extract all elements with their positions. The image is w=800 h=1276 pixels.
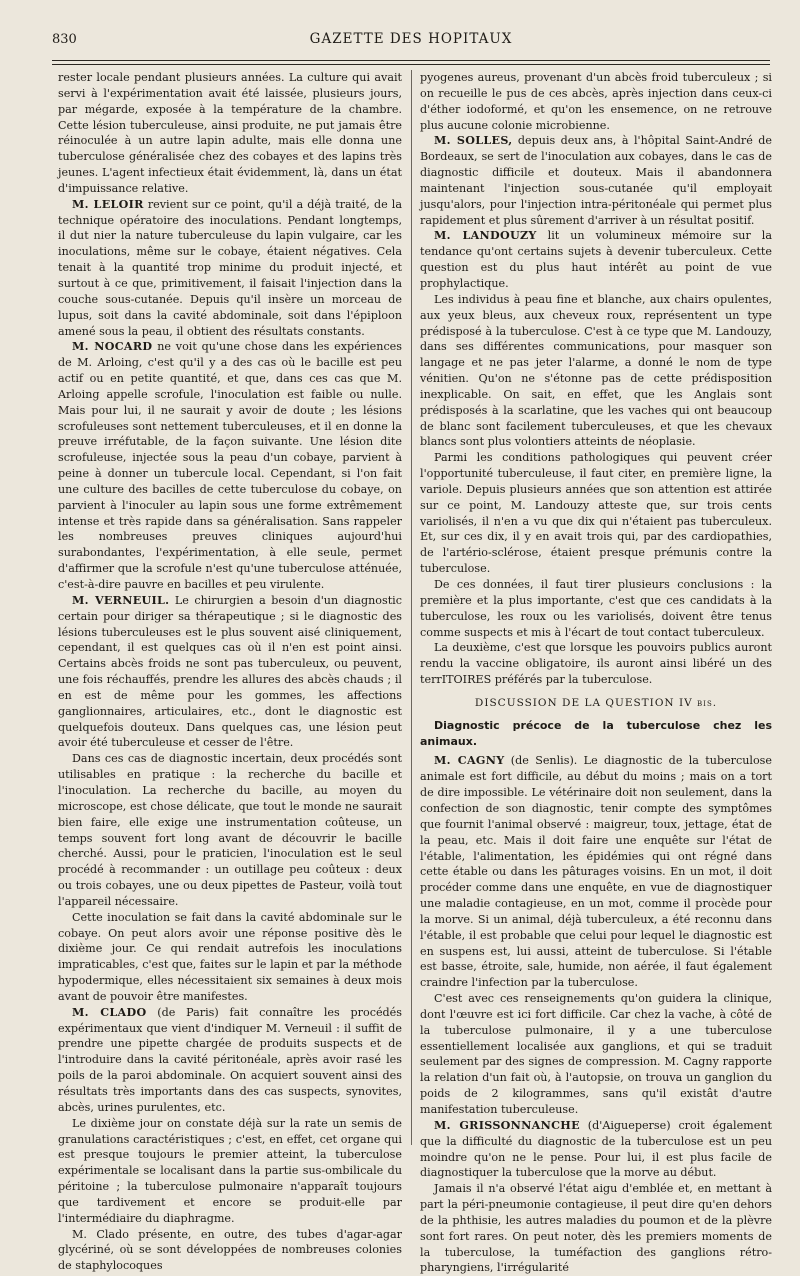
- paragraph: M. Clado présente, en outre, des tubes d'agar-agar glycériné, où se sont développées de nombreuses colonies de staphylocoques: [58, 1227, 402, 1273]
- paragraph: La deuxième, c'est que lorsque les pouvoirs publics auront rendu la vaccine obligatoire, ils auront ainsi libéré un des terrITOIRES préférés par la tuberculose.: [420, 641, 772, 687]
- paragraph: Les individus à peau fine et blanche, aux chairs opulentes, aux yeux bleus, aux cheveux roux, représentent un type prédisposé à la tuberculose. C'est à ce type que M. Landouzy, dans ses différentes communications, pour masquer son langage et ne pas jeter l'alarme, a donné le nom de type vénitien. Qu'on ne s'étonne pas de cette prédisposition inexplicable. On sait, en effet, que les Anglais sont prédisposés à la scarlatine, que les vaches qui ont beaucoup de blanc sont facilement tuberculeuses, et que les chevaux blancs sont plus volontiers atteints de néoplasie.: [420, 292, 772, 449]
- left-column: [58, 70, 402, 1273]
- paragraph: pyogenes aureus, provenant d'un abcès froid tuberculeux ; si on recueille le pus de ces abcès, après injection dans ceux-ci d'éther iodoformé, et qu'on les ensemence, on ne retrouve plus aucune colonie microbienne.: [420, 71, 772, 132]
- paragraph: De ces données, il faut tirer plusieurs conclusions : la première et la plus importante, c'est que ces candidats à la tuberculose, les roux ou les variolisés, doivent être tenus comme suspects et mis à l'écart de tout contact tuberculeux.: [420, 578, 772, 639]
- page-number: 830: [52, 32, 77, 47]
- paragraph: [420, 133, 772, 228]
- column-divider: [411, 70, 412, 1145]
- paragraph: [58, 197, 402, 340]
- speaker-name: M. GRISSONNANCHE: [434, 1118, 580, 1132]
- speaker-name: M. CAGNY: [434, 754, 505, 768]
- speaker-name: M. CLADO: [72, 1005, 147, 1019]
- paragraph-text: Le chirurgien a besoin d'un diagnostic certain pour diriger sa thérapeutique ; si le diagnostic des lésions tuberculeuses est le plus souvent aisé cliniquement, cependant, il est quelques cas où il n'en est point ainsi. Certains abcès froids ne sont pas tuberculeux, ou peuvent, une fois réchauffés, prendre les allures des abcès chauds ; il en est de même pour les gommes, les affections ganglionnaires, articulaires, etc., dont le diagnostic est quelquefois douteux. Dans quelques cas, une lésion peut avoir été tuberculeuse et cesser de l'être.: [58, 593, 402, 750]
- paragraph-text: ne voit qu'une chose dans les expériences de M. Arloing, c'est qu'il y a des cas où le bacille est peu actif ou en petite quantité, et que, dans ces cas que M. Arloing appelle scrofule, l'inoculation est faible ou nulle. Mais pour lui, il ne saurait y avoir de doute ; les lésions scrofuleuses sont nettement tuberculeuses, et il en donne la preuve irréfutable, de la façon suivante. Une lésion dite scrofuleuse, injectée sous la peau d'un cobaye, parvient à peine à donner un tubercule local. Cependant, si l'on fait une culture des bacilles de cette tuberculose du cobaye, on parvient à l'inoculer au lapin sous une forme extrêmement intense et très rapide dans sa généralisation. Sans rappeler les nombreuses preuves cliniques aujourd'hui surabondantes, l'expérimentation, à elle seule, permet d'affirmer que la scrofule n'est qu'une tuberculose atténuée, c'est-à-dire pauvre en bacilles et peu virulente.: [58, 340, 402, 591]
- paragraph: [58, 593, 402, 751]
- paragraph: Dans ces cas de diagnostic incertain, deux procédés sont utilisables en pratique : la recherche du bacille et l'inoculation. La recherche du bacille, au moyen du microscope, est chose délicate, que tout le monde ne saurait bien faire, elle exige une instrumentation coûteuse, un temps souvent fort long avant de découvrir le bacille cherché. Aussi, pour le praticien, l'inoculation est le seul procédé à recommander : un outillage peu coûteux : deux ou trois cobayes, une ou deux pipettes de Pasteur, voilà tout l'appareil nécessaire.: [58, 752, 402, 908]
- paragraph-text: lit un volumineux mémoire sur la tendance qu'ont certains sujets à devenir tuberculeux. Cette question est du plus haut intérêt au point de vue prophylactique.: [420, 229, 772, 290]
- speaker-name: M. LANDOUZY: [434, 229, 537, 243]
- paragraph: rester locale pendant plusieurs années. La culture qui avait servi à l'expérimentation avait été laissée, plusieurs jours, par mégarde, exposée à la température de la chambre. Cette lésion tuberculeuse, ainsi produite, ne put jamais être réinoculée à un autre lapin adulte, mais elle donna une tuberculose généralisée chez des cobayes et des lapins très jeunes. L'agent infectieux était évidemment, là, dans un état d'impuissance relative.: [58, 71, 402, 195]
- right-column: [420, 70, 772, 1275]
- paragraph-text: (d'Aigueperse) croit également que la difficulté du diagnostic de la tuberculose est un peu moindre qu'on ne le pense. Pour lui, il est plus facile de diagnostiquer la tuberculose que la morve au début.: [420, 1118, 772, 1180]
- header-rule: [52, 60, 770, 61]
- paragraph: Le dixième jour on constate déjà sur la rate un semis de granulations caractéristiques ; c'est, en effet, cet organe qui est presque toujours le premier atteint, la tuberculose expérimentale se localisant dans la partie sus-ombilicale du péritoine ; la tuberculose pulmonaire n'apparaît toujours que tardivement et encore se produit-elle par l'intermédiaire du diaphragme.: [58, 1116, 402, 1225]
- paragraph: [420, 228, 772, 291]
- page-header: [52, 30, 770, 52]
- paragraph: [420, 1118, 772, 1181]
- speaker-name: M. NOCARD: [72, 340, 153, 354]
- running-title: GAZETTE DES HOPITAUX: [309, 31, 513, 47]
- header-rule-thin: [52, 64, 770, 65]
- paragraph-text: depuis deux ans, à l'hôpital Saint-André de Bordeaux, se sert de l'inoculation aux cobayes, dans le cas de diagnostic difficile et douteux. Mais il abandonnera maintenant l'injection sous-cutanée qu'il employait jusqu'alors, pour l'injection intra-péritonéale qui permet plus rapidement et plus sûrement d'arriver à un résultat positif.: [420, 134, 772, 227]
- paragraph: [420, 753, 772, 991]
- speaker-name: M. SOLLES,: [434, 134, 513, 148]
- paragraph: Cette inoculation se fait dans la cavité abdominale sur le cobaye. On peut alors avoir une réponse positive dès le dixième jour. Ce qui rendait autrefois les inoculations impraticables, c'est que, faites sur le lapin et par la méthode hypodermique, elles nécessitaient six semaines à deux mois avant de pouvoir être manifestes.: [58, 910, 402, 1003]
- speaker-name: M. LELOIR: [72, 197, 144, 211]
- paragraph: Jamais il n'a observé l'état aigu d'emblée et, en mettant à part la péri-pneumonie contagieuse, il peut dire qu'en dehors de la phthisie, les autres maladies du poumon et de la plèvre sont fort rares. On peut noter, dès les premiers moments de la tuberculose, la tuméfaction des ganglions rétro-pharyngiens, l'irrégularité: [420, 1182, 772, 1275]
- section-heading: DISCUSSION DE LA QUESTION IV bis.: [474, 696, 718, 709]
- subsection-heading: Diagnostic précoce de la tuberculose chez les animaux.: [420, 718, 772, 748]
- paragraph: [58, 1005, 402, 1116]
- speaker-name: M. VERNEUIL.: [72, 593, 170, 607]
- paragraph-text: (de Senlis). Le diagnostic de la tuberculose animale est fort difficile, au début du moins ; mais on a tort de dire impossible. Le vétérinaire doit non seulement, dans la confection de son diagnostic, tenir compte des symptômes que fournit l'animal observé : maigreur, toux, jettage, état de la peau, etc. Mais il doit faire une enquête sur l'état de l'étable, l'alimentation, les épidémies qui ont régné dans cette étable ou dans les pâturages voisins. En un mot, il doit procéder comme dans une enquête, en vue de diagnostiquer une maladie contagieuse, en un mot, comme il procède pour la morve. Si un animal, déjà tuberculeux, a été reconnu dans l'étable, il est probable que celui pour lequel le diagnostic est en suspens est, lui aussi, atteint de tuberculose. Si l'étable est basse, étroite, sale, humide, non aérée, il faut également craindre l'infection par la tuberculose.: [420, 754, 772, 990]
- paragraph: Parmi les conditions pathologiques qui peuvent créer l'opportunité tuberculeuse, il faut citer, en première ligne, la variole. Depuis plusieurs années que son attention est attirée sur ce point, M. Landouzy atteste que, sur trois cents variolisés, il n'en a vu que dix qui n'étaient pas tuberculeux. Et, sur ces dix, il y en avait trois qui, par des cardiopathies, de l'artério-sclérose, étaient presque prémunis contre la tuberculose.: [420, 451, 772, 576]
- paragraph-text: (de Paris) fait connaître les procédés expérimentaux que vient d'indiquer M. Verneuil : il suffit de prendre une pipette chargée de produits suspects et de l'introduire dans la cavité péritonéale, après avoir rasé les poils de la paroi abdominale. On acquiert souvent ainsi des résultats très importants dans des cas suspects, synovites, abcès, urines purulentes, etc.: [58, 1005, 402, 1114]
- paragraph-text: revient sur ce point, qu'il a déjà traité, de la technique opératoire des inoculations. Pendant longtemps, il dut nier la nature tuberculeuse du lapin vulgaire, car les inoculations, même sur le cobaye, étaient négatives. Cela tenait à la quantité trop minime du produit injecté, et surtout à ce que, primitivement, il faisait l'injection dans la couche sous-cutanée. Depuis qu'il insère un morceau de lupus, soit dans la cavité abdominale, soit dans l'épiploon amené sous la peau, il obtient des résultats constants.: [58, 197, 402, 338]
- paragraph: C'est avec ces renseignements qu'on guidera la clinique, dont l'œuvre est ici fort difficile. Car chez la vache, à côté de la tuberculose pulmonaire, il y a une tuberculose essentiellement localisée aux ganglions, et qui se traduit seulement par des signes de compression. M. Cagny rapporte la relation d'un fait où, à l'autopsie, on trouva un ganglion du poids de 2 kilogrammes, sans qu'il existât d'autre manifestation tuberculeuse.: [420, 992, 772, 1116]
- paragraph: [58, 339, 402, 593]
